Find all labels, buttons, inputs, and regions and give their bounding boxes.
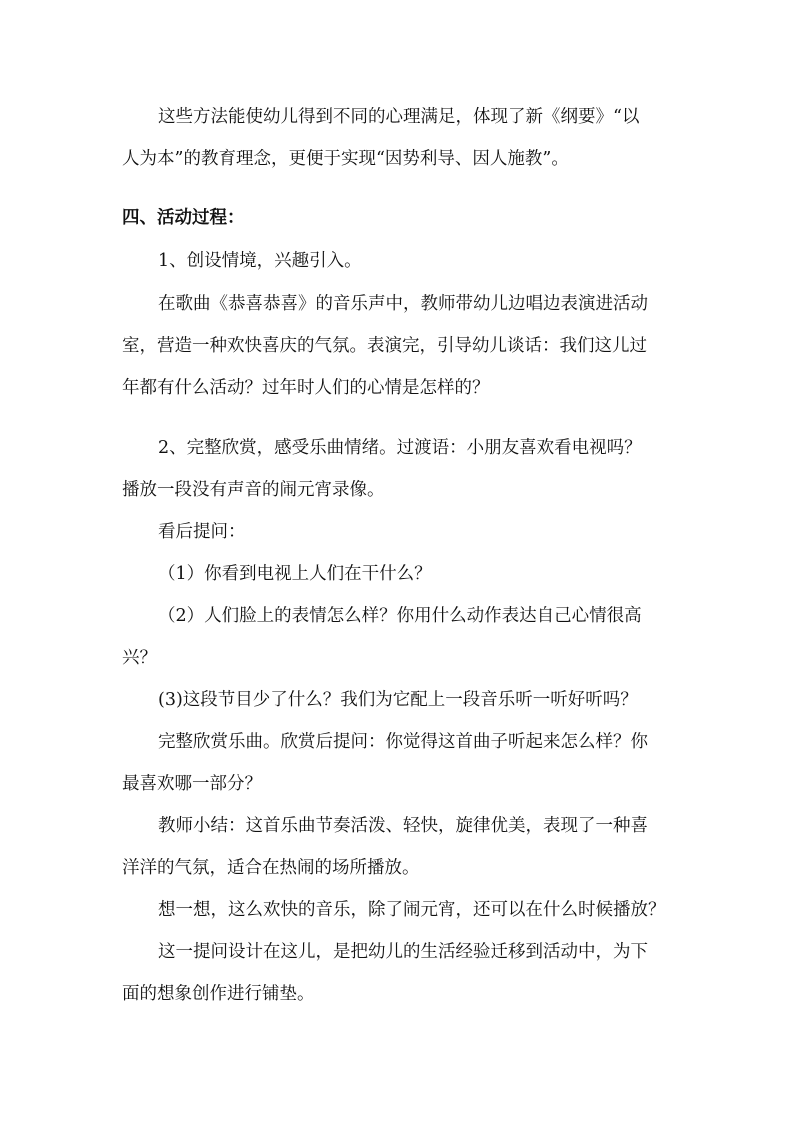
step-2-line-2: 播放一段没有声音的闹元宵录像。: [122, 480, 385, 500]
think-question: 想一想，这么欢快的音乐，除了闹元宵，还可以在什么时候播放？: [158, 900, 666, 920]
step-1-line-3: 年都有什么活动？过年时人们的心情是怎样的？: [122, 378, 490, 398]
question-intro: 看后提问：: [158, 522, 246, 542]
step-1-line-2: 室，营造一种欢快喜庆的气氛。表演完，引导幼儿谈话：我们这儿过: [122, 336, 647, 356]
step-1-line-1: 在歌曲《恭喜恭喜》的音乐声中，教师带幼儿边唱边表演进活动: [158, 294, 648, 314]
intro-line-2: 人为本”的教育理念，更便于实现“因势利导、因人施教”。: [122, 149, 569, 169]
section-heading: 四、活动过程：: [122, 208, 245, 228]
step-2-line-1: 2、完整欣赏，感受乐曲情绪。过渡语：小朋友喜欢看电视吗？: [158, 438, 642, 458]
design-line-2: 面的想象创作进行铺垫。: [122, 984, 315, 1004]
summary-line-1: 教师小结：这首乐曲节奏活泼、轻快，旋律优美，表现了一种喜: [158, 816, 648, 836]
question-2-line-2: 兴？: [122, 648, 157, 668]
intro-line-1: 这些方法能使幼儿得到不同的心理满足，体现了新《纲要》“以: [158, 107, 640, 127]
full-listen-line-2: 最喜欢哪一部分？: [122, 774, 262, 794]
full-listen-line-1: 完整欣赏乐曲。欣赏后提问：你觉得这首曲子听起来怎么样？你: [158, 732, 648, 752]
question-2-line-1: （2）人们脸上的表情怎么样？你用什么动作表达自己心情很高: [158, 606, 642, 626]
step-1-title: 1、创设情境，兴趣引入。: [158, 251, 362, 271]
summary-line-2: 洋洋的气氛，适合在热闹的场所播放。: [122, 858, 420, 878]
question-1: （1）你看到电视上人们在干什么？: [158, 564, 432, 584]
design-line-1: 这一提问设计在这儿，是把幼儿的生活经验迁移到活动中，为下: [158, 942, 648, 962]
question-3: (3)这段节目少了什么？我们为它配上一段音乐听一听好听吗？: [158, 690, 638, 710]
